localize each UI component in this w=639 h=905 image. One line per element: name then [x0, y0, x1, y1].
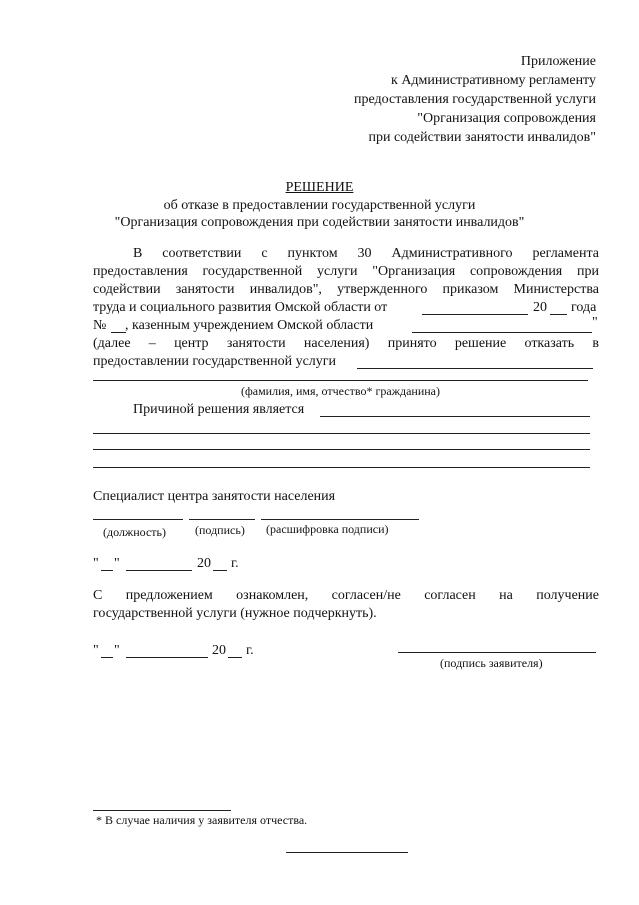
blank-order-number — [111, 332, 126, 333]
blank-specialist-year — [213, 570, 227, 571]
acknowledge-line-1: С предложением ознакомлен, согласен/не согласен на получение — [93, 588, 599, 603]
blank-specialist-signature — [189, 519, 255, 520]
footnote-text: * В случае наличия у заявителя отчества. — [96, 813, 308, 827]
para1-line-5-num: № — [93, 318, 107, 333]
acknowledge-line-2: государственной услуги (нужное подчеркнуть). — [93, 606, 377, 621]
document-subtitle-1: об отказе в предоставлении государственной услуги — [163, 198, 476, 213]
specialist-date-quote-open: " — [93, 556, 99, 571]
para1-line-5-quote: " — [592, 315, 598, 330]
blank-service-line-1 — [357, 368, 593, 369]
blank-applicant-month — [126, 657, 208, 658]
para1-line-2: предоставления государственной услуги "Организация сопровождения при — [93, 264, 599, 279]
reason-label: Причиной решения является — [133, 402, 305, 417]
applicant-date-quote-close: " — [114, 643, 120, 658]
footnote-separator — [93, 810, 231, 811]
blank-institution-name — [412, 332, 592, 333]
para1-line-4-suffix: года — [571, 300, 597, 315]
caption-signature: (подпись) — [195, 523, 245, 537]
document-subtitle-2: "Организация сопровождения при содействии занятости инвалидов" — [114, 215, 525, 230]
page-bottom-line — [286, 852, 408, 853]
document-title: РЕШЕНИЕ — [285, 180, 354, 195]
specialist-label: Специалист центра занятости населения — [93, 489, 336, 504]
para1-line-4-year: 20 — [533, 300, 547, 315]
applicant-date-suffix: г. — [246, 643, 254, 658]
specialist-date-quote-close: " — [114, 556, 120, 571]
appendix-line-4: "Организация сопровождения — [417, 111, 596, 126]
blank-reason-line-4 — [93, 467, 590, 468]
blank-order-date — [422, 314, 528, 315]
blank-reason-line-1 — [320, 416, 590, 417]
para1-line-6: (далее – центр занятости населения) принято решение отказать в — [93, 336, 599, 351]
specialist-date-year: 20 — [197, 556, 211, 571]
caption-applicant-signature: (подпись заявителя) — [440, 656, 543, 670]
para1-line-4-text: труда и социального развития Омской области от — [93, 300, 388, 315]
blank-specialist-decode — [261, 519, 419, 520]
blank-specialist-day — [101, 570, 113, 571]
caption-fio: (фамилия, имя, отчество* гражданина) — [240, 384, 441, 398]
para1-line-5-text: , казенным учреждением Омской области — [125, 318, 374, 333]
blank-service-line-2 — [93, 380, 588, 381]
blank-applicant-year — [228, 657, 242, 658]
appendix-line-5: при содействии занятости инвалидов" — [368, 130, 596, 145]
appendix-line-3: предоставления государственной услуги — [354, 92, 596, 107]
para1-line-1: В соответствии с пунктом 30 Административного регламента — [133, 246, 599, 261]
applicant-date-quote-open: " — [93, 643, 99, 658]
blank-reason-line-3 — [93, 449, 590, 450]
blank-specialist-month — [126, 570, 192, 571]
para1-line-3: содействии занятости инвалидов", утвержденного приказом Министерства — [93, 282, 599, 297]
caption-position: (должность) — [103, 525, 166, 539]
blank-reason-line-2 — [93, 433, 590, 434]
blank-applicant-signature — [398, 652, 596, 653]
blank-specialist-position — [93, 519, 183, 520]
blank-applicant-day — [101, 657, 113, 658]
applicant-date-year: 20 — [212, 643, 226, 658]
blank-order-year — [550, 314, 567, 315]
caption-decode: (расшифровка подписи) — [266, 522, 389, 536]
specialist-date-suffix: г. — [231, 556, 239, 571]
appendix-line-1: Приложение — [520, 54, 596, 69]
appendix-line-2: к Административному регламенту — [391, 73, 596, 88]
para1-line-7: предоставлении государственной услуги — [93, 354, 337, 369]
